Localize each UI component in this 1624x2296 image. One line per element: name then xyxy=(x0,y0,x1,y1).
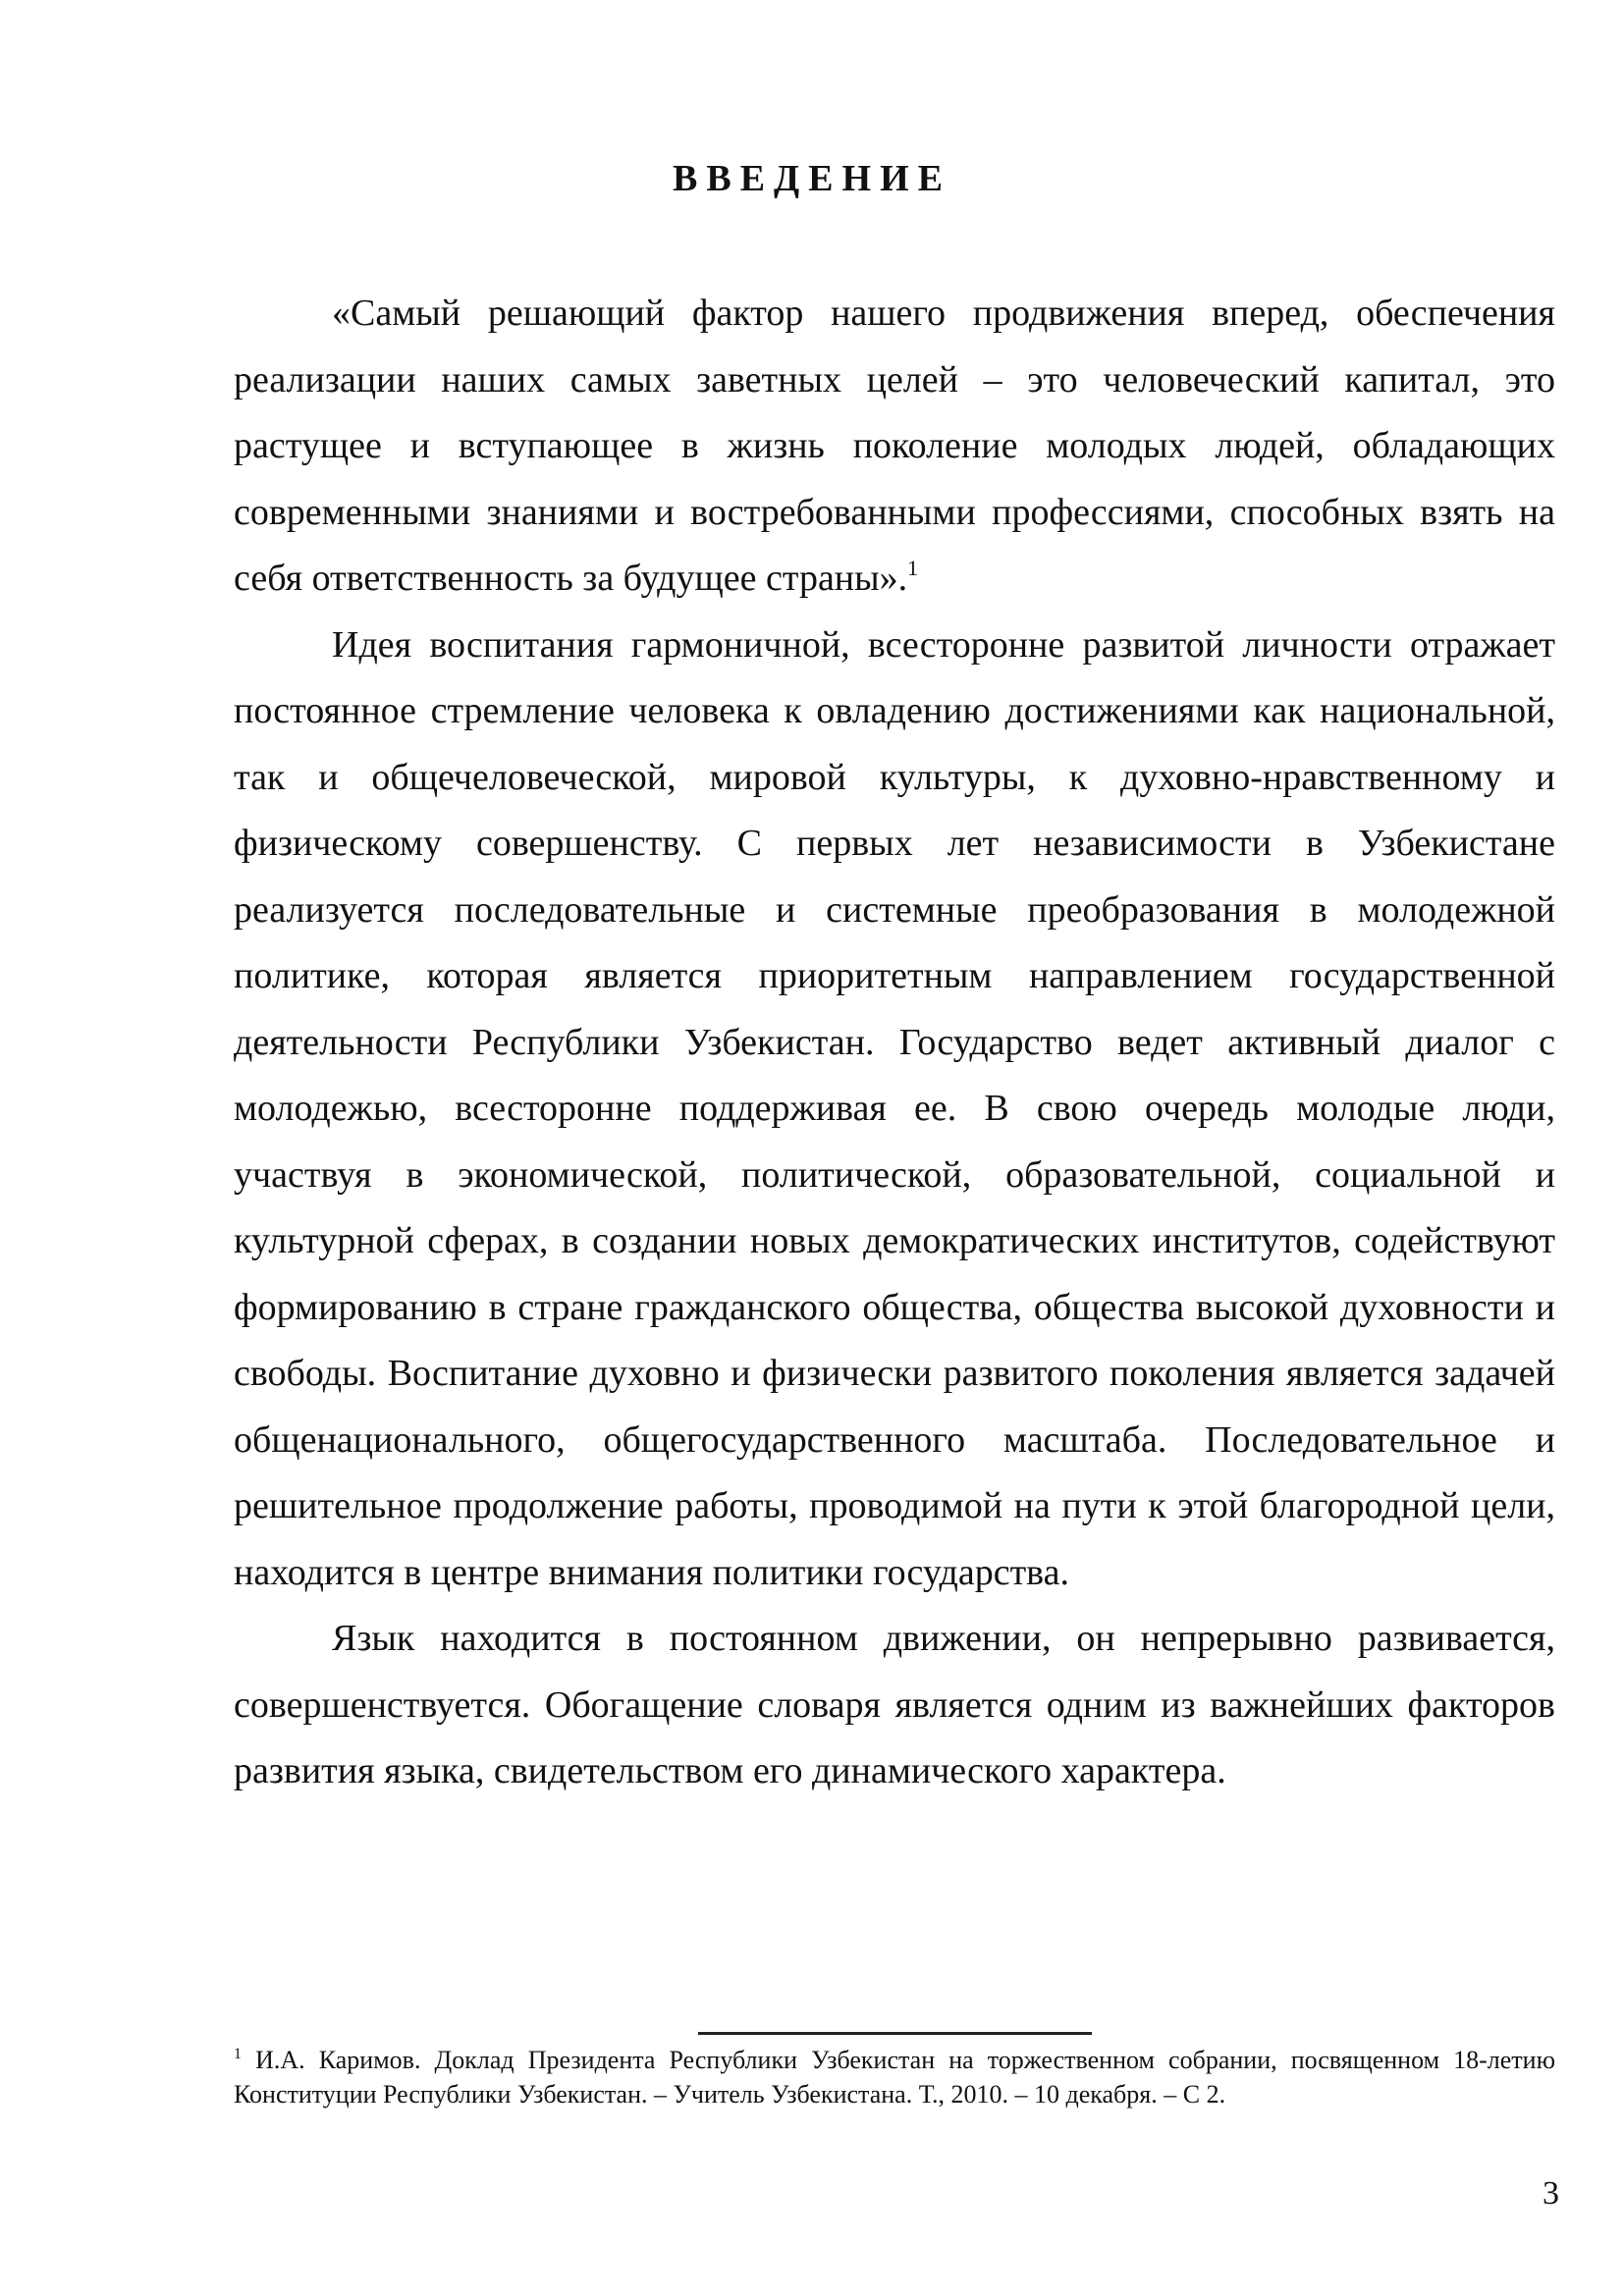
footnote-marker: 1 xyxy=(234,2046,242,2062)
footnote-text: И.А. Каримов. Доклад Президента Республики Узбекистан на торжественном собрании, посвященном 18-летию Конституции Республики Узбекистан. – Учитель Узбекистана. Т., 2010. – 10 декабря. – С 2. xyxy=(234,2046,1556,2109)
paragraph-text: Идея воспитания гармоничной, всесторонне развитой личности отражает постоянное стремление человека к овладению достижениями как национальной, так и общечеловеческой, мировой культуры, к духовно-нравственному и физическому совершенству. С первых лет независимости в Узбекистане реализуется последовательные и системные преобразования в молодежной политике, которая является приоритетным направлением государственной деятельности Республики Узбекистан. Государство ведет активный диалог с молодежью, всесторонне поддерживая ее. В свою очередь молодые люди, участвуя в экономической, политической, образовательной, социальной и культурной сферах, в создании новых демократических институтов, содействуют формированию в стране гражданского общества, общества высокой духовности и свободы. Воспитание духовно и физически развитого поколения является задачей общенационального, общегосударственного масштаба. Последовательное и решительное продолжение работы, проводимой на пути к этой благородной цели, находится в центре внимания политики государства. xyxy=(234,623,1555,1593)
footnote-reference[interactable]: 1 xyxy=(907,556,919,580)
footnote xyxy=(234,2043,1555,2111)
footnote-separator xyxy=(698,2032,1092,2035)
page-number: 3 xyxy=(1543,2175,1559,2212)
body-text xyxy=(234,281,1555,1805)
paragraph-text: «Самый решающий фактор нашего продвижения вперед, обеспечения реализации наших самых заветных целей – это человеческий капитал, это растущее и вступающее в жизнь поколение молодых людей, обладающих современными знаниями и востребованными профессиями, способных взять на себя ответственность за будущее страны». xyxy=(234,293,1555,599)
section-title: ВВЕДЕНИЕ xyxy=(673,158,951,199)
paragraph-language xyxy=(234,1606,1555,1805)
paragraph-quote xyxy=(234,281,1555,613)
paragraph-text: Язык находится в постоянном движении, он непрерывно развивается, совершенствуется. Обогащение словаря является одним из важнейших факторов развития языка, свидетельством его динамического характера. xyxy=(234,1618,1555,1791)
paragraph-education xyxy=(234,613,1555,1607)
